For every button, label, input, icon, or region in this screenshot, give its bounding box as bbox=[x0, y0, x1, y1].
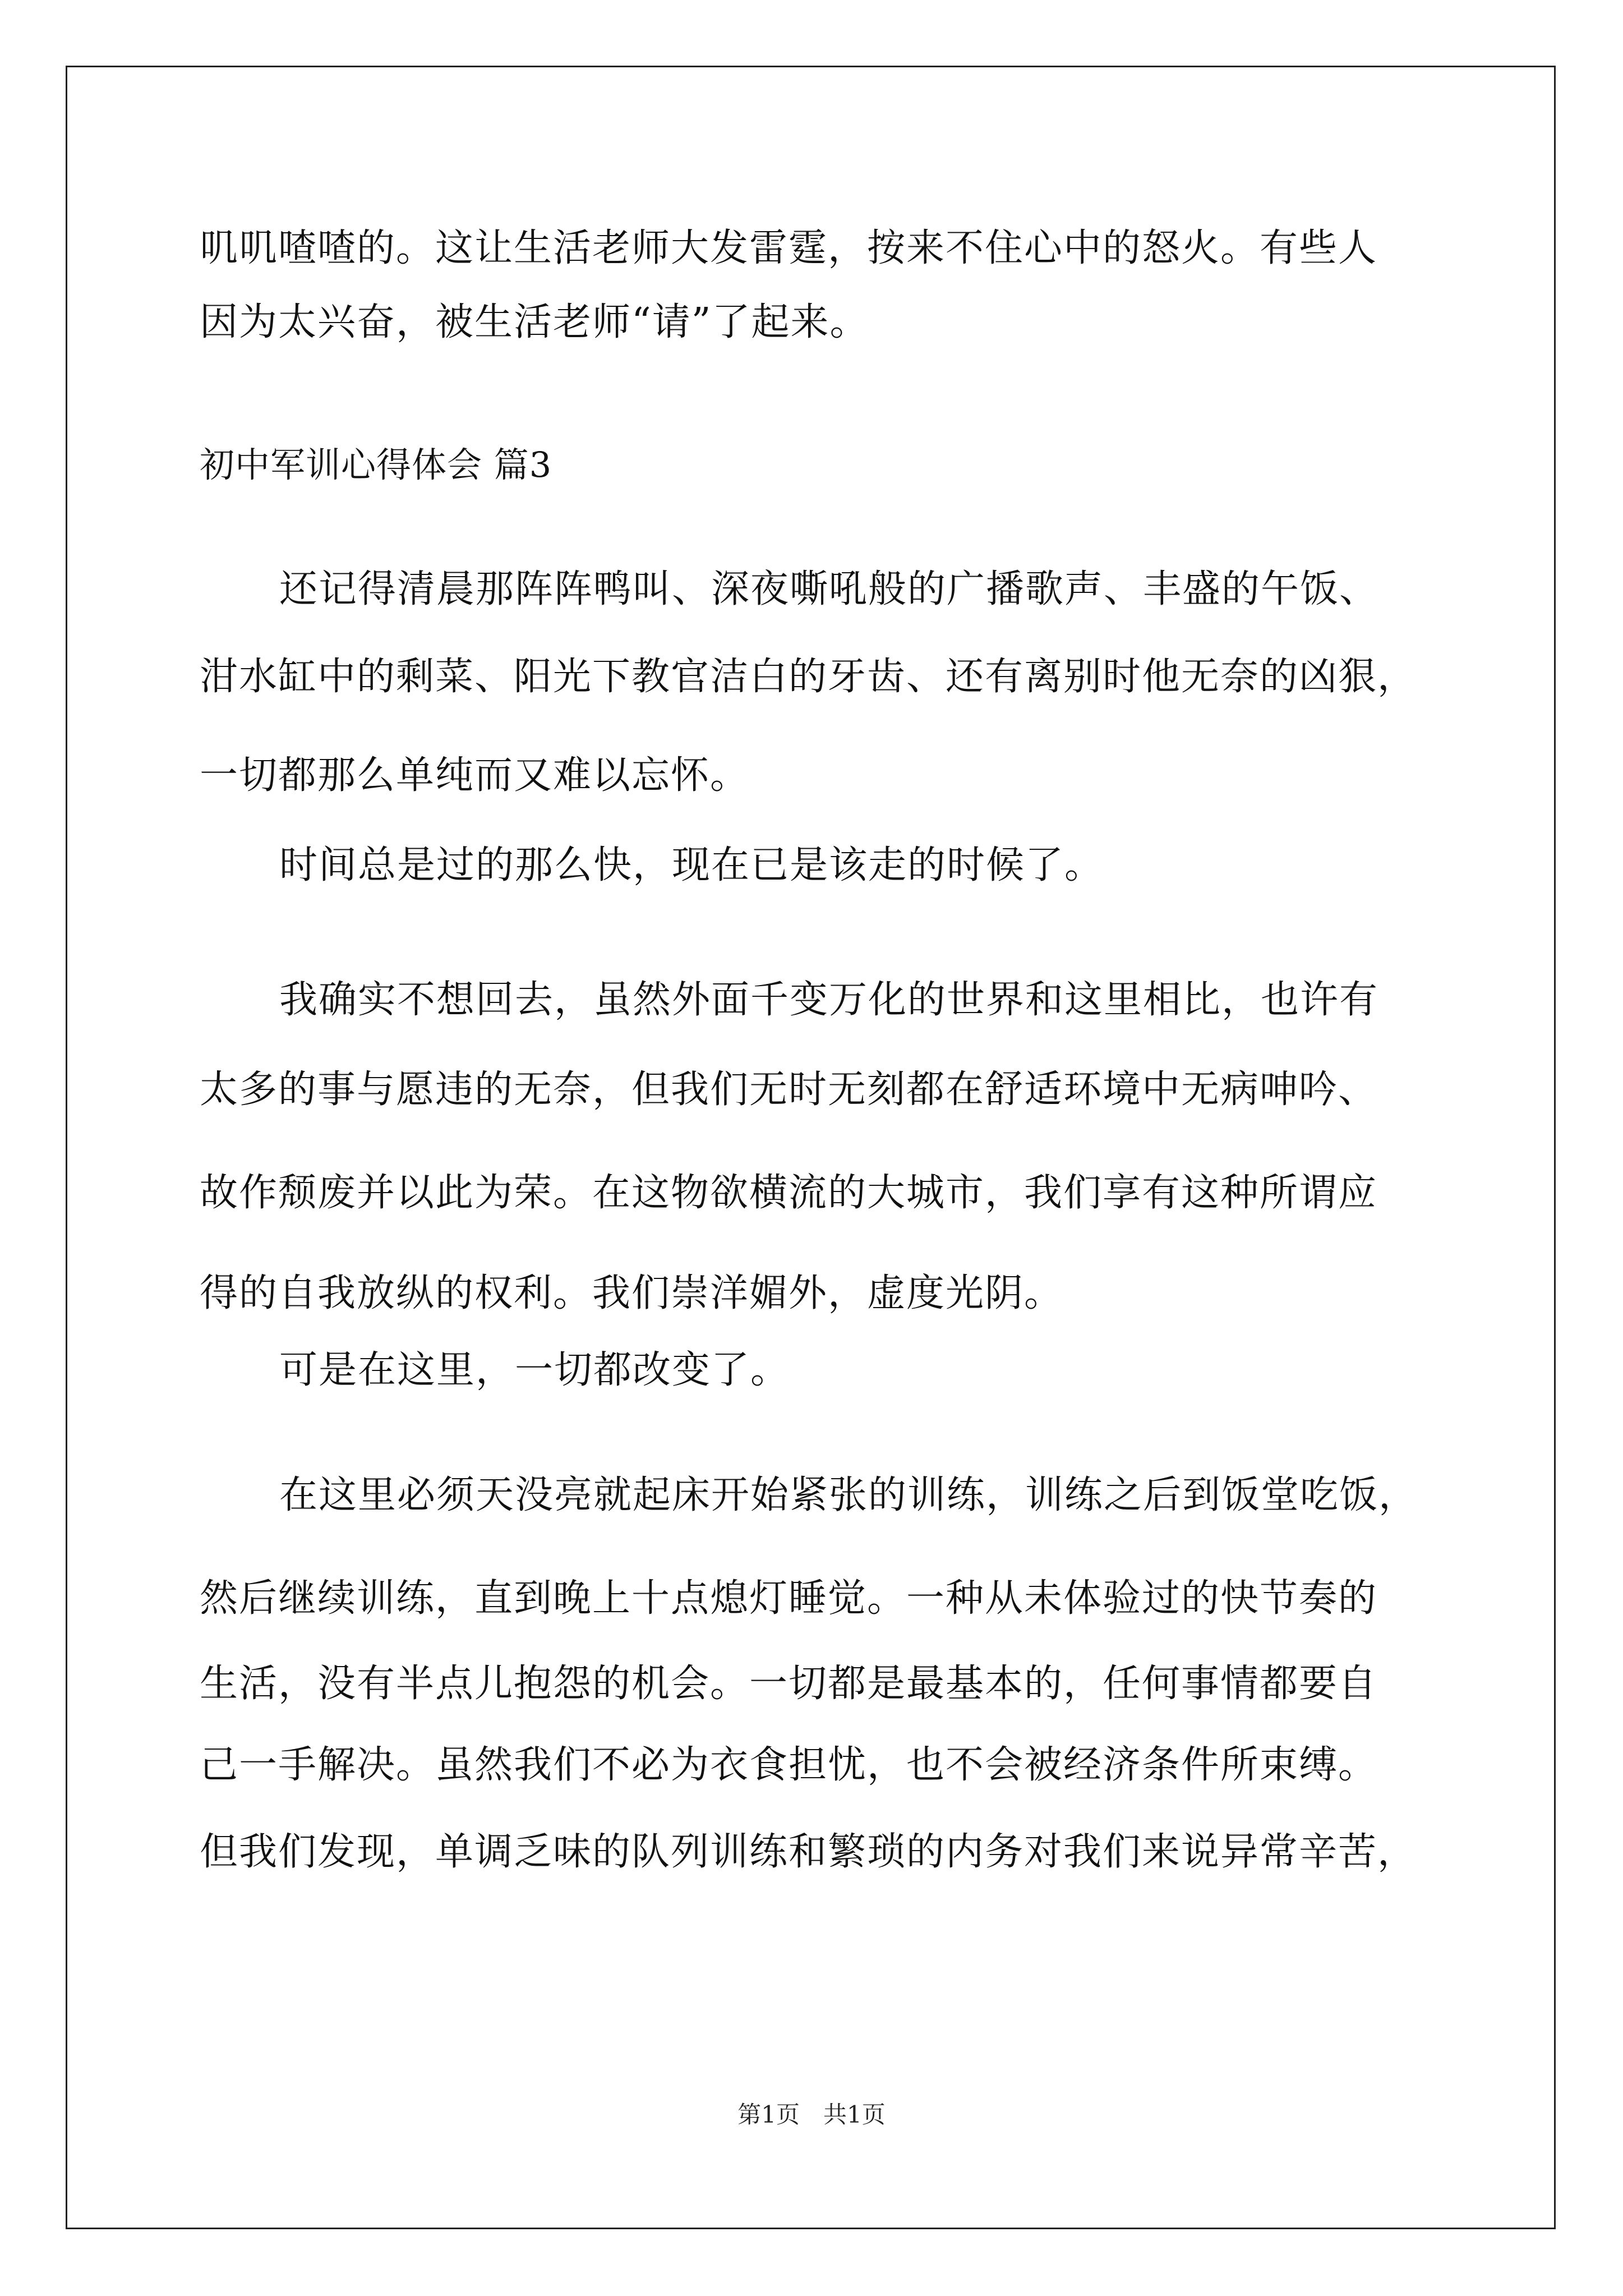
paragraph-line: 时间总是过的那么快，现在已是该走的时候了。 bbox=[279, 843, 1104, 887]
paragraph-line: 泔水缸中的剩菜、阳光下教官洁白的牙齿、还有离别时他无奈的凶狠， bbox=[200, 655, 1417, 699]
paragraph-line: 得的自我放纵的权利。我们崇洋媚外，虚度光阴。 bbox=[200, 1271, 1064, 1315]
paragraph-line: 在这里必须天没亮就起床开始紧张的训练，训练之后到饭堂吃饭， bbox=[279, 1473, 1418, 1517]
paragraph-line: 生活，没有半点儿抱怨的机会。一切都是最基本的，任何事情都要自 bbox=[200, 1662, 1378, 1706]
paragraph-line: 可是在这里，一切都改变了。 bbox=[279, 1348, 790, 1392]
paragraph-line: 故作颓废并以此为荣。在这物欲横流的大城市，我们享有这种所谓应 bbox=[200, 1171, 1378, 1215]
section-heading: 初中军训心得体会 篇3 bbox=[200, 444, 552, 485]
paragraph-line: 叽叽喳喳的。这让生活老师大发雷霆，按来不住心中的怒火。有些人 bbox=[200, 226, 1378, 270]
page-number-footer: 第1页 共1页 bbox=[737, 2101, 886, 2128]
paragraph-line: 己一手解决。虽然我们不必为衣食担忧，也不会被经济条件所束缚。 bbox=[200, 1743, 1378, 1787]
paragraph-line: 但我们发现，单调乏味的队列训练和繁琐的内务对我们来说异常辛苦， bbox=[200, 1830, 1417, 1874]
paragraph-line: 太多的事与愿违的无奈，但我们无时无刻都在舒适环境中无病呻吟、 bbox=[200, 1068, 1378, 1112]
paragraph-line: 我确实不想回去，虽然外面千变万化的世界和这里相比，也许有 bbox=[279, 978, 1379, 1022]
page-border bbox=[66, 66, 1556, 2229]
paragraph-line: 还记得清晨那阵阵鸭叫、深夜嘶吼般的广播歌声、丰盛的午饭、 bbox=[279, 567, 1379, 611]
paragraph-line: 一切都那么单纯而又难以忘怀。 bbox=[200, 753, 750, 798]
paragraph-line: 因为太兴奋，被生活老师“请”了起来。 bbox=[200, 300, 869, 344]
paragraph-line: 然后继续训练，直到晚上十点熄灯睡觉。一种从未体验过的快节奏的 bbox=[200, 1576, 1378, 1621]
